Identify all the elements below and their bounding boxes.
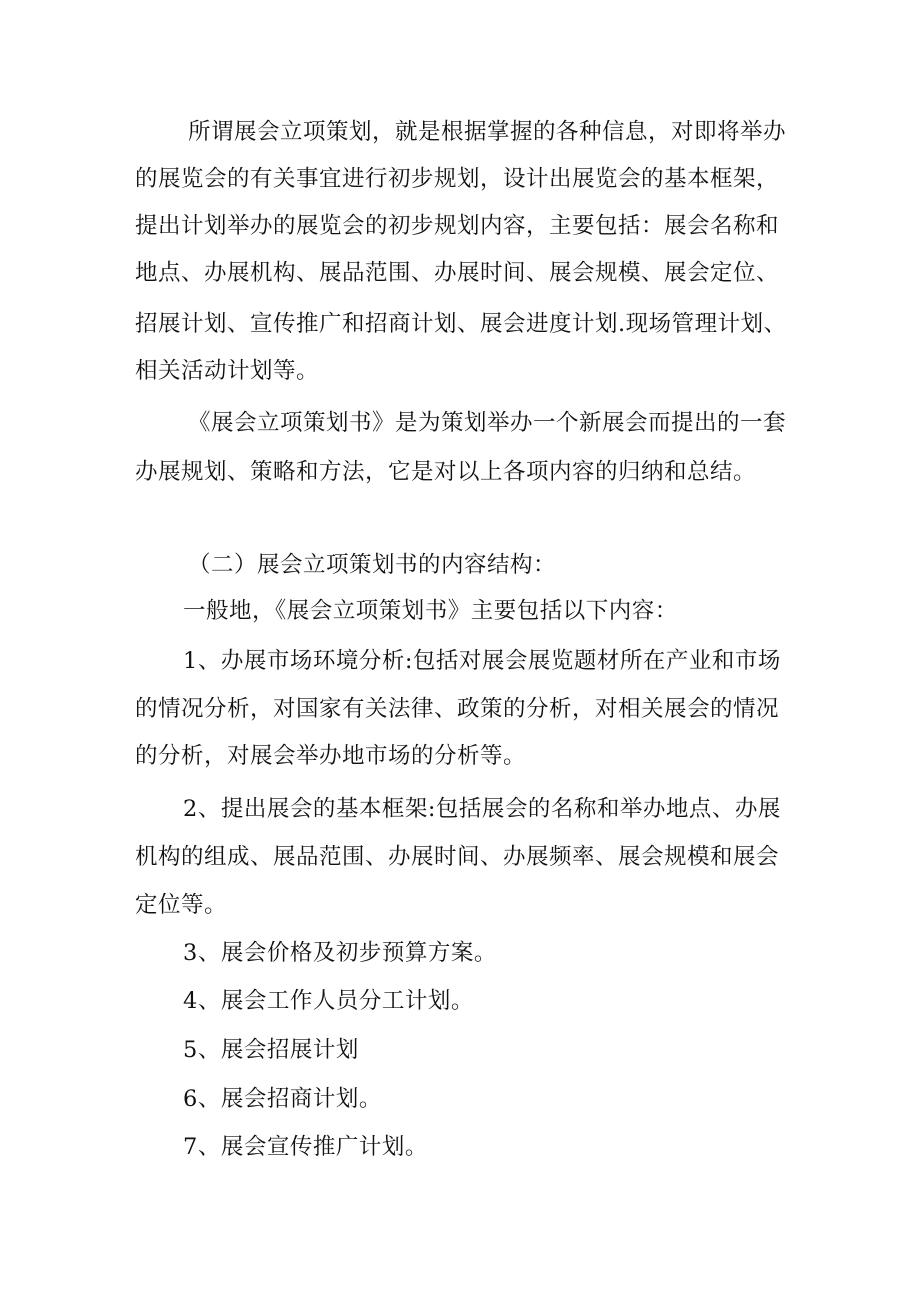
list-item-continuation: 的情况分析，对国家有关法律、政策的分析，对相关展会的情况 <box>135 696 780 722</box>
section-heading: （二）展会立项策划书的内容结构： <box>188 552 557 578</box>
list-item-continuation: 定位等。 <box>135 892 228 918</box>
list-item: 1、办展市场环境分析:包括对展会展览题材所在产业和市场 <box>183 648 781 674</box>
list-item: 6、展会招商计划。 <box>183 1086 382 1112</box>
list-item: 2、提出展会的基本框架:包括展会的名称和举办地点、办展 <box>183 796 781 822</box>
intro-line: 所谓展会立项策划，就是根据掌握的各种信息，对即将举办 <box>188 119 787 145</box>
intro-line: 提出计划举办的展览会的初步规划内容，主要包括：展会名称和 <box>135 213 780 239</box>
list-item: 5、展会招展计划 <box>183 1037 359 1063</box>
list-item-continuation: 的分析，对展会举办地市场的分析等。 <box>135 743 527 769</box>
intro-line: 招展计划、宣传推广和招商计划、展会进度计划.现场管理计划、 <box>135 311 787 337</box>
definition-line: 办展规划、策略和方法，它是对以上各项内容的归纳和总结。 <box>135 459 757 485</box>
list-item: 7、展会宣传推广计划。 <box>183 1134 428 1160</box>
list-item: 3、展会价格及初步预算方案。 <box>183 940 497 966</box>
intro-line: 的展览会的有关事宜进行初步规划，设计出展览会的基本框架， <box>135 166 780 192</box>
intro-line: 相关活动计划等。 <box>135 358 320 384</box>
summary-line: 一般地，《展会立项策划书》主要包括以下内容： <box>183 598 678 624</box>
list-item: 4、展会工作人员分工计划。 <box>183 988 474 1014</box>
list-item-continuation: 机构的组成、展品范围、办展时间、办展频率、展会规模和展会 <box>135 844 780 870</box>
intro-line: 地点、办展机构、展品范围、办展时间、展会规模、展会定位、 <box>135 260 780 286</box>
definition-line: 《展会立项策划书》是为策划举办一个新展会而提出的一套 <box>188 410 787 436</box>
